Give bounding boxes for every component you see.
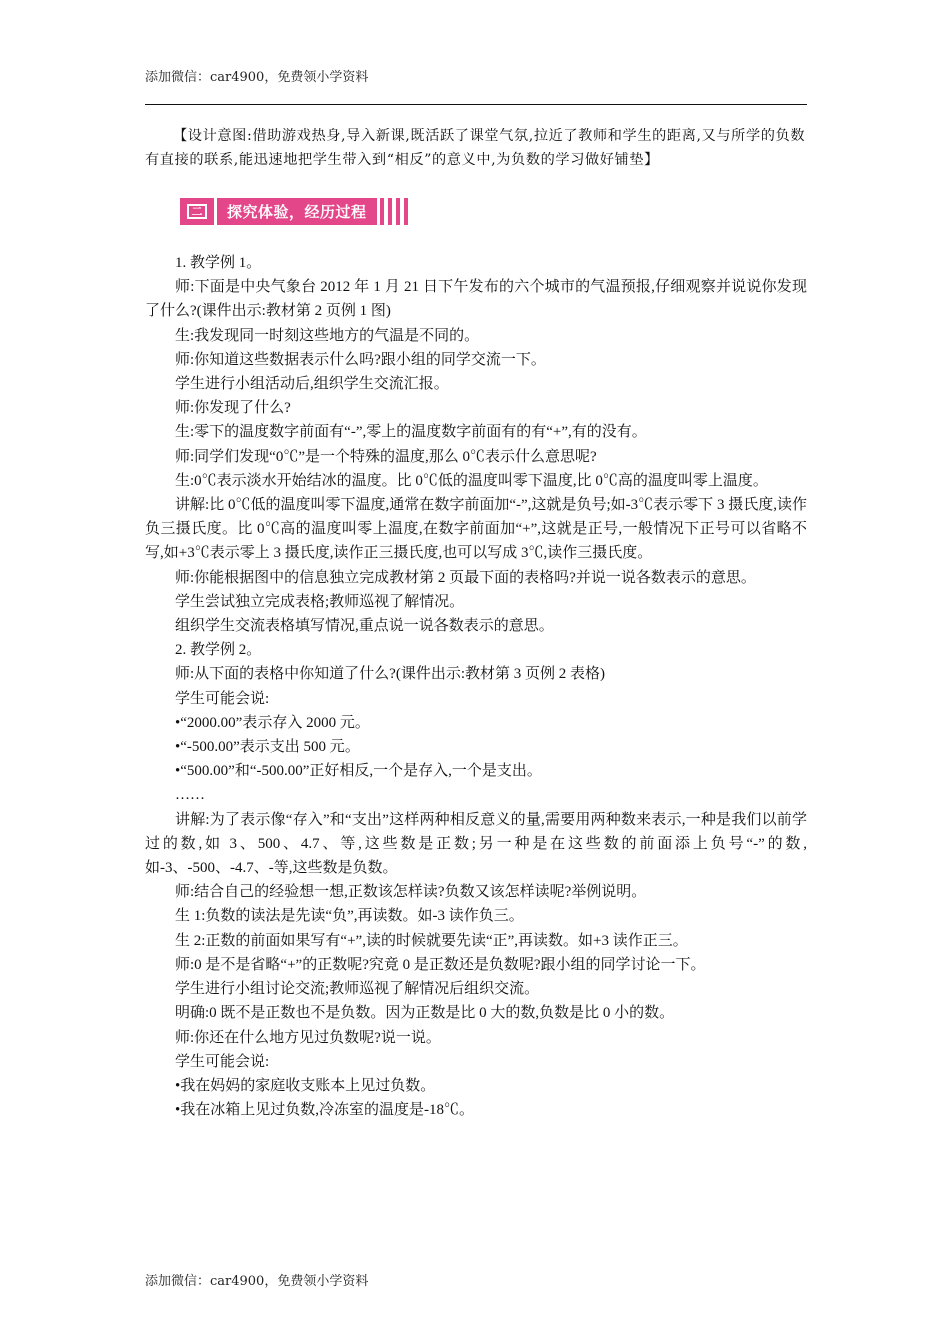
- lesson-paragraph: 学生可能会说:: [175, 1053, 270, 1070]
- lesson-paragraph: ……: [175, 787, 205, 804]
- lesson-paragraph: 讲解:为了表示像“存入”和“支出”这样两种相反意义的量,需要用两种数来表示,一种是我们以前学过的数,如 3、500、4.7、等,这些数是正数;另一种是在这些数的前面添上负号“-”的数,如-3、-500、-4.7、-等,这些数是负数。: [145, 811, 807, 877]
- lesson-paragraph: 师:你能根据图中的信息独立完成教材第 2 页最下面的表格吗?并说一说各数表示的意思。: [175, 569, 756, 586]
- section-banner: [180, 198, 412, 225]
- lesson-paragraph: 组织学生交流表格填写情况,重点说一说各数表示的意思。: [175, 618, 554, 635]
- lesson-paragraph: 师:你还在什么地方见过负数呢?说一说。: [175, 1029, 441, 1046]
- lesson-paragraph: 师:你发现了什么?: [175, 400, 291, 417]
- lesson-paragraph: 学生可能会说:: [175, 690, 270, 707]
- lesson-paragraph: 师:下面是中央气象台 2012 年 1 月 21 日下午发布的六个城市的气温预报,仔细观察并说说你发现了什么?(课件出示:教材第 2 页例 1 图): [145, 279, 807, 320]
- lesson-paragraph: •“-500.00”表示支出 500 元。: [175, 739, 360, 756]
- lesson-paragraph: 生 1:负数的读法是先读“负”,再读数。如-3 读作负三。: [175, 908, 524, 925]
- lesson-paragraph: 生:0℃表示淡水开始结冰的温度。比 0℃低的温度叫零下温度,比 0℃高的温度叫零上温度。: [175, 472, 768, 489]
- section-number: 二: [187, 204, 207, 219]
- header-divider: [145, 104, 807, 105]
- lesson-paragraph: 师:从下面的表格中你知道了什么?(课件出示:教材第 3 页例 2 表格): [175, 666, 605, 683]
- lesson-paragraph: 师:结合自己的经验想一想,正数该怎样读?负数又该怎样读呢?举例说明。: [175, 884, 647, 901]
- lesson-paragraph: 1. 教学例 1。: [175, 255, 262, 271]
- lesson-paragraph: •“2000.00”表示存入 2000 元。: [175, 714, 370, 731]
- lesson-paragraph: 生:我发现同一时刻这些地方的气温是不同的。: [175, 327, 480, 344]
- section-title: 探究体验，经历过程: [217, 198, 377, 225]
- lesson-paragraph: •我在妈妈的家庭收支账本上见过负数。: [175, 1077, 436, 1094]
- page-header: 添加微信：car4900，免费领小学资料: [145, 70, 369, 85]
- lesson-paragraph: •“500.00”和“-500.00”正好相反,一个是存入,一个是支出。: [175, 763, 542, 780]
- lesson-paragraph: 生 2:正数的前面如果写有“+”,读的时候就要先读“正”,再读数。如+3 读作正三。: [175, 932, 688, 949]
- design-intent-note: [145, 124, 807, 172]
- lesson-paragraph: 学生进行小组讨论交流;教师巡视了解情况后组织交流。: [175, 981, 540, 998]
- design-intent-text: 【设计意图:借助游戏热身,导入新课,既活跃了课堂气氛,拉近了教师和学生的距离,又与所学的负数有直接的联系,能迅速地把学生带入到“相反”的意义中,为负数的学习做好铺垫】: [145, 128, 806, 168]
- lesson-paragraph: 明确:0 既不是正数也不是负数。因为正数是比 0 大的数,负数是比 0 小的数。: [175, 1005, 675, 1022]
- lesson-paragraph: 师:0 是不是省略“+”的正数呢?究竟 0 是正数还是负数呢?跟小组的同学讨论一下。: [175, 956, 706, 973]
- lesson-paragraph: 讲解:比 0℃低的温度叫零下温度,通常在数字前面加“-”,这就是负号;如-3℃表示零下 3 摄氏度,读作负三摄氏度。比 0℃高的温度叫零上温度,在数字前面加“+”,这就是正号,一般情况下正号可以省略不写,如+3℃表示零上 3 摄氏度,读作正三摄氏度,也可以写成 3℃,读作三摄氏度。: [145, 497, 807, 562]
- lesson-paragraph: •我在冰箱上见过负数,冷冻室的温度是-18℃。: [175, 1102, 474, 1119]
- lesson-paragraph: 2. 教学例 2。: [175, 642, 262, 659]
- lesson-paragraph: 学生尝试独立完成表格;教师巡视了解情况。: [175, 593, 465, 610]
- banner-stripes-decoration: [380, 198, 412, 225]
- lesson-paragraph: 师:同学们发现“0℃”是一个特殊的温度,那么 0℃表示什么意思呢?: [175, 448, 597, 465]
- section-number-badge: [180, 198, 214, 225]
- lesson-paragraph: 师:你知道这些数据表示什么吗?跟小组的同学交流一下。: [175, 351, 546, 368]
- lesson-paragraph: 生:零下的温度数字前面有“-”,零上的温度数字前面有的有“+”,有的没有。: [175, 424, 647, 441]
- lesson-paragraph: 学生进行小组活动后,组织学生交流汇报。: [175, 376, 449, 393]
- lesson-body: [145, 251, 807, 1122]
- page-footer: 添加微信：car4900，免费领小学资料: [145, 1274, 369, 1289]
